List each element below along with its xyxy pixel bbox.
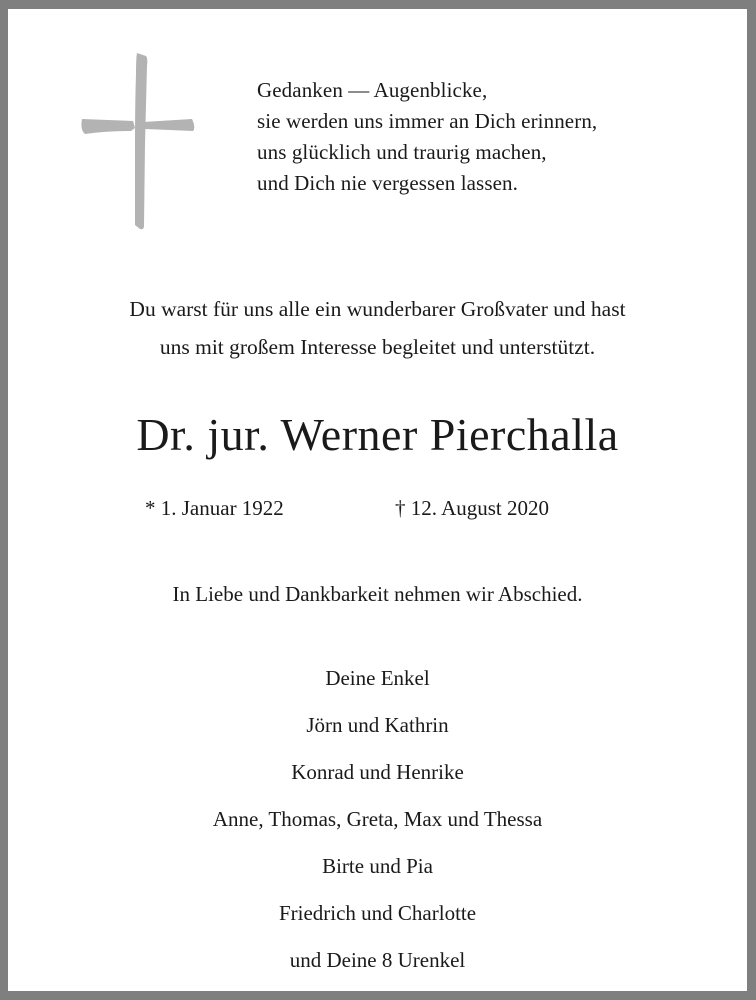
obituary-notice xyxy=(8,9,747,991)
family-line: und Deine 8 Urenkel xyxy=(289,948,466,972)
poem-line: und Dich nie vergessen lassen. xyxy=(257,171,518,195)
memorial-poem xyxy=(257,75,597,199)
deceased-name: Dr. jur. Werner Pierchalla xyxy=(136,409,619,460)
tribute-text xyxy=(8,290,747,366)
tribute-line: uns mit großem Interesse begleitet und unterstützt. xyxy=(159,335,596,359)
family-line: Jörn und Kathrin xyxy=(306,713,449,737)
family-line: Birte und Pia xyxy=(322,854,433,878)
cross-icon xyxy=(75,44,197,234)
birth-date: * 1. Januar 1922 xyxy=(145,496,284,520)
poem-line: Gedanken — Augenblicke, xyxy=(257,78,488,102)
poem-line: sie werden uns immer an Dich erinnern, xyxy=(257,109,598,133)
farewell-text: In Liebe und Dankbarkeit nehmen wir Abschied. xyxy=(172,582,583,606)
death-date: † 12. August 2020 xyxy=(395,496,550,520)
family-list xyxy=(8,655,747,984)
poem-line: uns glücklich und traurig machen, xyxy=(257,140,547,164)
family-line: Anne, Thomas, Greta, Max und Thessa xyxy=(212,807,543,831)
tribute-line: Du warst für uns alle ein wunderbarer Großvater und hast xyxy=(129,297,626,321)
family-line: Konrad und Henrike xyxy=(291,760,464,784)
family-line: Friedrich und Charlotte xyxy=(278,901,477,925)
family-line: Deine Enkel xyxy=(325,666,430,690)
